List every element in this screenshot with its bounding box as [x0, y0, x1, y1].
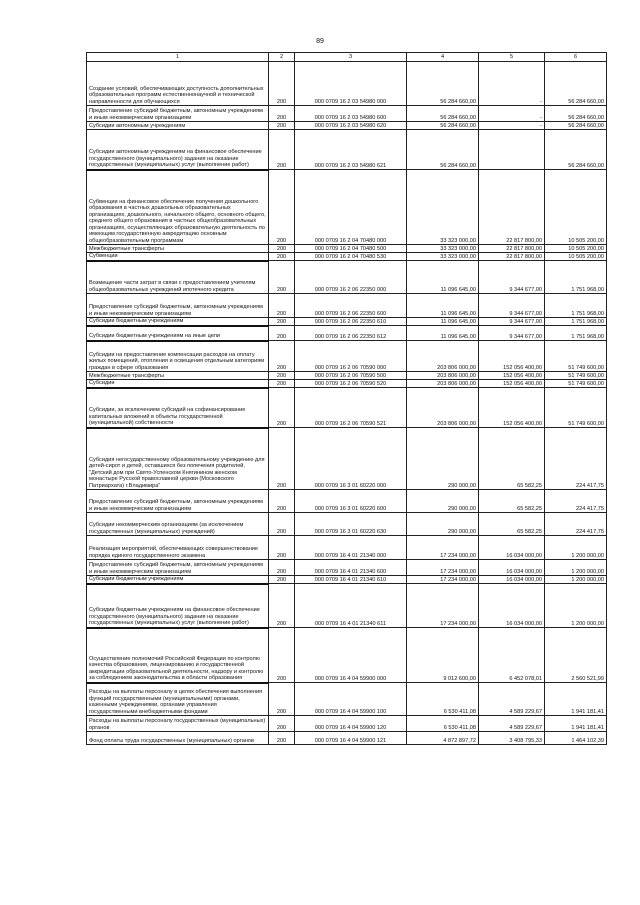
row-value-col6: 1 941 181,41 — [545, 716, 607, 732]
row-name: Субвенции — [87, 253, 269, 261]
row-name: Расходы на выплаты персоналу государственных (муниципальных) органов — [87, 716, 269, 732]
row-value-col4: 290 000,00 — [407, 490, 479, 513]
row-budget-classification: 000 0709 16 2 04 70480 530 — [295, 253, 407, 261]
row-value-col4: 290 000,00 — [407, 428, 479, 490]
row-value-col6: 51 749 600,00 — [545, 341, 607, 372]
row-value-col5: 9 344 677,00 — [479, 294, 545, 318]
table-row — [87, 130, 607, 170]
row-budget-classification: 000 0709 16 2 04 70480 000 — [295, 170, 407, 245]
row-value-col5: 4 589 229,67 — [479, 683, 545, 716]
table-row — [87, 170, 607, 245]
row-code: 200 — [269, 536, 295, 560]
row-value-col5: 3 408 795,33 — [479, 732, 545, 745]
row-budget-classification: 000 0709 16 2 06 22350 610 — [295, 318, 407, 326]
table-row — [87, 341, 607, 372]
row-name: Субсидии, за исключением субсидий на софинансирование капитальных вложений в объекты государственной (муниципальной) собственности — [87, 388, 269, 428]
row-code: 200 — [269, 341, 295, 372]
column-header-5: 5 — [479, 53, 545, 62]
row-value-col5: - — [479, 106, 545, 122]
row-name: Субсидии автономным учреждениям — [87, 122, 269, 130]
row-code: 200 — [269, 170, 295, 245]
row-value-col5: 65 582,25 — [479, 490, 545, 513]
row-value-col6: 1 941 181,41 — [545, 683, 607, 716]
row-value-col6: 51 749 600,00 — [545, 388, 607, 428]
table-row — [87, 372, 607, 380]
row-value-col4: 203 806 000,00 — [407, 388, 479, 428]
row-value-col5: 9 344 677,00 — [479, 261, 545, 294]
row-value-col6: 56 284 660,00 — [545, 62, 607, 106]
row-code: 200 — [269, 130, 295, 170]
row-name: Субсидии бюджетным учреждениям на иные цели — [87, 326, 269, 341]
row-budget-classification: 000 0709 16 3 01 60220 600 — [295, 490, 407, 513]
row-value-col4: 203 806 000,00 — [407, 380, 479, 388]
row-code: 200 — [269, 683, 295, 716]
row-code: 200 — [269, 122, 295, 130]
row-name: Возмещение части затрат в связи с предоставлением учителям общеобразовательных учреждений ипотечного кредита — [87, 261, 269, 294]
row-code: 200 — [269, 380, 295, 388]
row-budget-classification: 000 0709 16 4 04 59900 000 — [295, 628, 407, 683]
row-budget-classification: 000 0709 16 3 01 60220 000 — [295, 428, 407, 490]
row-name: Предоставление субсидий бюджетным, автономным учреждениям и иным некоммерческим организациям — [87, 490, 269, 513]
row-value-col4: 17 234 000,00 — [407, 536, 479, 560]
row-code: 200 — [269, 245, 295, 253]
row-code: 200 — [269, 261, 295, 294]
row-value-col4: 6 530 411,08 — [407, 683, 479, 716]
row-name: Субсидии бюджетным учреждениям — [87, 318, 269, 326]
row-value-col6: 224 417,75 — [545, 490, 607, 513]
row-name: Предоставление субсидий бюджетным, автономным учреждениям и иным некоммерческим организациям — [87, 294, 269, 318]
row-value-col5: 6 452 078,01 — [479, 628, 545, 683]
table-row — [87, 122, 607, 130]
row-value-col6: 224 417,75 — [545, 428, 607, 490]
column-header-2: 2 — [269, 53, 295, 62]
row-value-col6: 56 284 660,00 — [545, 106, 607, 122]
row-name: Субсидии автономным учреждениям на финансовое обеспечение государственного (муниципального) задания на оказание государственных (муниципальных) услуг (выполнение работ) — [87, 130, 269, 170]
row-budget-classification: 000 0709 16 2 06 22350 600 — [295, 294, 407, 318]
row-budget-classification: 000 0709 16 4 04 59900 120 — [295, 716, 407, 732]
row-code: 200 — [269, 62, 295, 106]
row-value-col4: 9 012 600,00 — [407, 628, 479, 683]
row-budget-classification: 000 0709 16 2 06 70590 520 — [295, 380, 407, 388]
row-budget-classification: 000 0709 16 4 04 59900 100 — [295, 683, 407, 716]
column-number-row — [87, 53, 607, 62]
row-name: Субсидии — [87, 380, 269, 388]
row-value-col6: 1 200 000,00 — [545, 536, 607, 560]
table-row — [87, 388, 607, 428]
row-value-col5: 16 034 000,00 — [479, 536, 545, 560]
column-header-3: 3 — [295, 53, 407, 62]
row-budget-classification: 000 0709 16 2 06 22350 612 — [295, 326, 407, 341]
row-budget-classification: 000 0709 16 2 03 54980 600 — [295, 106, 407, 122]
table-row — [87, 513, 607, 536]
row-value-col4: 17 234 000,00 — [407, 560, 479, 576]
row-budget-classification: 000 0709 16 2 06 70590 500 — [295, 372, 407, 380]
row-value-col6: 10 505 200,00 — [545, 170, 607, 245]
table-row — [87, 584, 607, 628]
row-name: Предоставление субсидий бюджетным, автономным учреждениям и иным некоммерческим организациям — [87, 106, 269, 122]
table-body — [87, 62, 607, 745]
row-value-col5: 9 344 677,00 — [479, 326, 545, 341]
row-value-col6: 1 751 968,00 — [545, 294, 607, 318]
row-code: 200 — [269, 428, 295, 490]
row-value-col4: 203 806 000,00 — [407, 372, 479, 380]
row-value-col4: 11 096 645,00 — [407, 326, 479, 341]
row-code: 200 — [269, 560, 295, 576]
column-header-6: 6 — [545, 53, 607, 62]
column-header-4: 4 — [407, 53, 479, 62]
row-budget-classification: 000 0709 16 2 03 54980 621 — [295, 130, 407, 170]
row-value-col6: 1 200 000,00 — [545, 576, 607, 584]
row-value-col4: 17 234 000,00 — [407, 584, 479, 628]
row-budget-classification: 000 0709 16 4 01 21340 610 — [295, 576, 407, 584]
row-code: 200 — [269, 294, 295, 318]
row-value-col5: 22 817 800,00 — [479, 253, 545, 261]
row-value-col4: 33 323 000,00 — [407, 170, 479, 245]
row-value-col4: 56 284 660,00 — [407, 130, 479, 170]
row-value-col5: 152 056 400,00 — [479, 372, 545, 380]
table-row — [87, 261, 607, 294]
row-value-col6: 1 751 968,00 — [545, 318, 607, 326]
row-value-col5: 9 344 677,00 — [479, 318, 545, 326]
row-value-col4: 33 323 000,00 — [407, 253, 479, 261]
row-value-col4: 56 284 660,00 — [407, 122, 479, 130]
row-code: 200 — [269, 253, 295, 261]
row-value-col5: 4 589 229,67 — [479, 716, 545, 732]
row-value-col4: 11 096 645,00 — [407, 294, 479, 318]
table-row — [87, 326, 607, 341]
row-value-col4: 6 530 411,08 — [407, 716, 479, 732]
row-code: 200 — [269, 318, 295, 326]
row-code: 200 — [269, 584, 295, 628]
row-value-col5: 22 817 800,00 — [479, 170, 545, 245]
row-name: Субсидии бюджетным учреждениям на финансовое обеспечение государственного (муниципального) задания на оказание государственных (муниципальных) услуг (выполнение работ) — [87, 584, 269, 628]
row-value-col5: 65 582,25 — [479, 513, 545, 536]
row-value-col6: 2 560 521,99 — [545, 628, 607, 683]
row-name: Создание условий, обеспечивающих доступность дополнительных образовательных программ естественнонаучной и технической направленности для обучающихся — [87, 62, 269, 106]
row-name: Расходы на выплаты персоналу в целях обеспечения выполнения функций государственными (муниципальными) органами, казенными учреждениями, органами управления государственными внебюджетными фондами — [87, 683, 269, 716]
row-value-col5: 16 034 000,00 — [479, 576, 545, 584]
row-budget-classification: 000 0709 16 4 01 21340 600 — [295, 560, 407, 576]
row-name: Субсидии некоммерческим организациям (за исключением государственных (муниципальных) учреждений) — [87, 513, 269, 536]
row-value-col4: 11 096 645,00 — [407, 318, 479, 326]
row-value-col6: 1 751 968,00 — [545, 261, 607, 294]
page-number: 89 — [316, 38, 324, 45]
row-budget-classification: 000 0709 16 2 03 54980 620 — [295, 122, 407, 130]
row-value-col6: 10 505 200,00 — [545, 245, 607, 253]
row-name: Осуществление полномочий Российской Федерации по контролю качества образования, лицензированию и государственной аккредитации образовательной деятельности, надзору и контролю за соблюдением законодательства в области образования — [87, 628, 269, 683]
row-name: Субсидии бюджетным учреждениям — [87, 576, 269, 584]
row-code: 200 — [269, 732, 295, 745]
table-row — [87, 576, 607, 584]
row-name: Субсидия негосударственному образовательному учреждению для детей-сирот и детей, оставшихся без попечения родителей, "Детский дом при Свято-Успенском Княгинином женском монастыре Русской православной церкви (Московского Патриархата) г.Владимира" — [87, 428, 269, 490]
table-row — [87, 380, 607, 388]
table-row — [87, 628, 607, 683]
table-row — [87, 716, 607, 732]
row-value-col5: 152 056 400,00 — [479, 380, 545, 388]
table-row — [87, 560, 607, 576]
row-value-col5: 152 056 400,00 — [479, 341, 545, 372]
row-value-col6: 1 200 000,00 — [545, 560, 607, 576]
row-code: 200 — [269, 716, 295, 732]
row-code: 200 — [269, 106, 295, 122]
row-value-col5: - — [479, 122, 545, 130]
row-code: 200 — [269, 628, 295, 683]
row-name: Субсидии на предоставление компенсации расходов на оплату жилых помещений, отопления и освещения отдельным категориям граждан в сфере образования — [87, 341, 269, 372]
row-name: Реализация мероприятий, обеспечивающих совершенствование порядка единого государственного экзамена — [87, 536, 269, 560]
row-value-col6: 56 284 660,00 — [545, 122, 607, 130]
row-value-col6: 1 464 102,39 — [545, 732, 607, 745]
table-row — [87, 683, 607, 716]
row-code: 200 — [269, 326, 295, 341]
row-value-col6: 224 417,75 — [545, 513, 607, 536]
row-name: Межбюджетные трансферты — [87, 245, 269, 253]
row-value-col6: 1 200 000,00 — [545, 584, 607, 628]
column-header-1: 1 — [87, 53, 269, 62]
row-value-col6: 56 284 660,00 — [545, 130, 607, 170]
row-budget-classification: 000 0709 16 2 03 54980 000 — [295, 62, 407, 106]
table-row — [87, 245, 607, 253]
row-budget-classification: 000 0709 16 2 06 70590 000 — [295, 341, 407, 372]
table-row — [87, 732, 607, 745]
row-code: 200 — [269, 372, 295, 380]
row-value-col4: 56 284 660,00 — [407, 106, 479, 122]
row-value-col4: 17 234 000,00 — [407, 576, 479, 584]
row-budget-classification: 000 0709 16 4 01 21340 611 — [295, 584, 407, 628]
row-budget-classification: 000 0709 16 4 01 21340 000 — [295, 536, 407, 560]
row-value-col4: 56 284 660,00 — [407, 62, 479, 106]
row-budget-classification: 000 0709 16 4 04 59900 121 — [295, 732, 407, 745]
row-value-col5: 16 034 000,00 — [479, 584, 545, 628]
row-value-col6: 10 505 200,00 — [545, 253, 607, 261]
row-value-col5: - — [479, 62, 545, 106]
row-value-col6: 51 749 600,00 — [545, 372, 607, 380]
table-row — [87, 106, 607, 122]
row-name: Межбюджетные трансферты — [87, 372, 269, 380]
row-name: Фонд оплаты труда государственных (муниципальных) органов — [87, 732, 269, 745]
row-budget-classification: 000 0709 16 2 06 22350 000 — [295, 261, 407, 294]
row-value-col4: 11 096 645,00 — [407, 261, 479, 294]
table-row — [87, 294, 607, 318]
table-row — [87, 490, 607, 513]
row-value-col6: 1 751 968,00 — [545, 326, 607, 341]
row-value-col5: 152 056 400,00 — [479, 388, 545, 428]
row-code: 200 — [269, 490, 295, 513]
budget-table — [86, 52, 607, 745]
table-row — [87, 318, 607, 326]
table-row — [87, 536, 607, 560]
row-name: Субвенции на финансовое обеспечение получения дошкольного образования в частных дошкольных образовательных организациях, дошкольного, начального общего, основного общего, среднего общего образования в частных общеобразовательных организациях, осуществляющих образовательную деятельность по имеющим государственную аккредитацию основным общеобразовательным программам — [87, 170, 269, 245]
table-row — [87, 62, 607, 106]
row-value-col5: 22 817 800,00 — [479, 245, 545, 253]
row-value-col5 — [479, 130, 545, 170]
row-budget-classification: 000 0709 16 2 06 70590 521 — [295, 388, 407, 428]
row-code: 200 — [269, 388, 295, 428]
row-name: Предоставление субсидий бюджетным, автономным учреждениям и иным некоммерческим организациям — [87, 560, 269, 576]
row-value-col5: 65 582,25 — [479, 428, 545, 490]
row-code: 200 — [269, 576, 295, 584]
row-budget-classification: 000 0709 16 2 04 70480 500 — [295, 245, 407, 253]
row-value-col5: 16 034 000,00 — [479, 560, 545, 576]
row-value-col6: 51 749 600,00 — [545, 380, 607, 388]
row-value-col4: 203 806 000,00 — [407, 341, 479, 372]
row-code: 200 — [269, 513, 295, 536]
row-value-col4: 290 000,00 — [407, 513, 479, 536]
table-row — [87, 253, 607, 261]
table-row — [87, 428, 607, 490]
row-value-col4: 33 323 000,00 — [407, 245, 479, 253]
row-value-col4: 4 872 897,72 — [407, 732, 479, 745]
row-budget-classification: 000 0709 16 3 01 60220 630 — [295, 513, 407, 536]
